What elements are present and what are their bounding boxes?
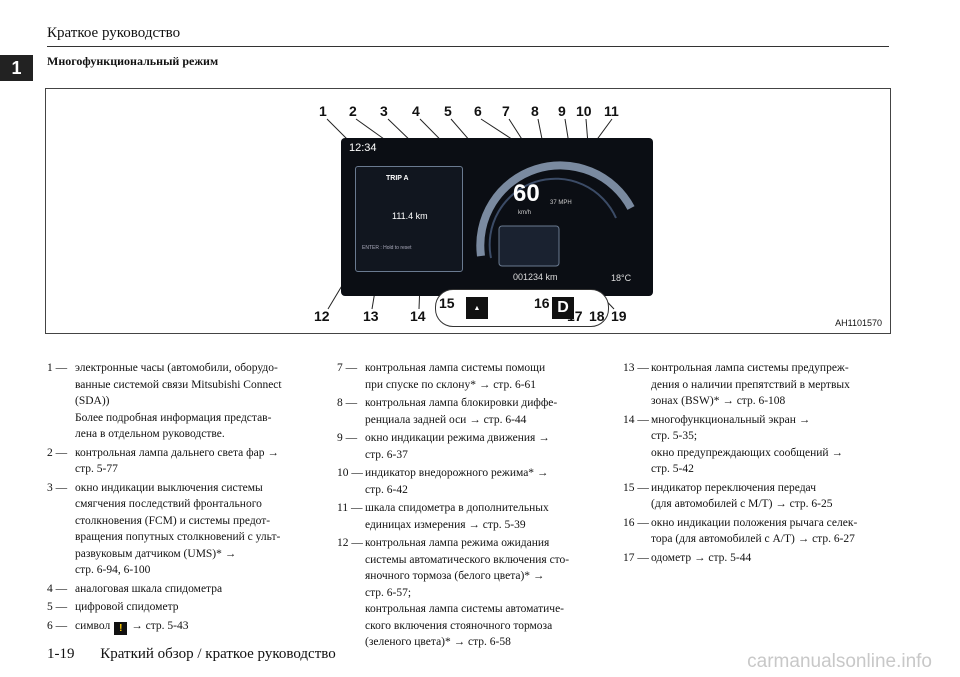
legend-entry-line: окно предупреждающих сообщений → [651, 446, 843, 459]
legend-entry-line: дения о наличии препятствий в мертвых [651, 378, 850, 391]
legend-entry-line: (зеленого цвета)* → стр. 6-58 [365, 636, 511, 648]
legend-entry-line: Более подробная информация представ- [75, 411, 272, 424]
watermark: carmanualsonline.info [747, 651, 932, 672]
page-footer [47, 646, 336, 663]
electronic-clock: 12:34 [349, 142, 377, 154]
callout-3: 3 [380, 103, 388, 119]
legend-entry-line: смягчения последствий фронтального [75, 498, 262, 510]
legend-entry-number: 8 — [337, 397, 358, 409]
legend-entry-line: (SDA)) [75, 395, 110, 407]
legend-entry-line: контрольная лампа системы предупреж- [651, 362, 849, 374]
legend-entry-line: окно индикации режима движения → [365, 432, 550, 444]
page-number: 1-19 [47, 646, 75, 662]
legend-entry-line: стр. 5-77 [75, 463, 118, 475]
legend-entry-line: электронные часы (автомобили, оборудо- [75, 362, 278, 374]
callout-5: 5 [444, 103, 452, 119]
figure-id: AH1101570 [835, 318, 882, 328]
legend-entry-line: контрольная лампа системы автоматиче- [365, 603, 565, 615]
legend-entry-number: 11 — [337, 502, 363, 514]
legend-entry-line: зонах (BSW)* → стр. 6-108 [651, 395, 786, 407]
legend-entry-number: 10 — [337, 467, 363, 479]
legend-entry [47, 360, 312, 443]
legend-entry [623, 550, 891, 567]
legend-entry [47, 445, 312, 478]
legend-entry-number: 2 — [47, 446, 68, 459]
legend-entry-number: 14 — [623, 413, 649, 426]
callout-10: 10 [576, 103, 592, 119]
legend-entry-line: символ [75, 619, 111, 632]
chapter-tab: 1 [0, 55, 33, 81]
callout-11: 11 [604, 103, 619, 119]
callout-4: 4 [412, 103, 420, 119]
legend-entry-number: 7 — [337, 362, 358, 374]
instrument-cluster [341, 138, 653, 296]
legend-entry-line: вращения попутных столкновений с ульт- [75, 531, 281, 543]
legend-entry-line: контрольная лампа режима ожидания [365, 537, 550, 549]
legend-entry-number: 3 — [47, 481, 68, 494]
legend-entry [337, 500, 601, 533]
shift-indicator-icon: ▲ [466, 297, 488, 319]
legend-entry [623, 515, 891, 548]
header-title: Краткое руководство [47, 25, 181, 41]
legend-entry [623, 412, 891, 478]
callout-13: 13 [363, 308, 379, 324]
legend-entry-line: индикатор переключения передач [651, 481, 816, 494]
callout-6: 6 [474, 103, 482, 119]
legend-entry-line: столкновения (FCM) и системы предот- [75, 514, 271, 527]
trip-label: TRIP A [386, 175, 409, 182]
legend-entry-line: стр. 6-57; [365, 586, 412, 599]
legend-entry-line: при спуске по склону* → стр. 6-61 [365, 378, 537, 391]
legend-entry-number: 9 — [337, 432, 358, 444]
legend-entry [47, 618, 312, 635]
legend-entry-line: яночного тормоза (белого цвета)* → [365, 570, 545, 582]
legend-entry-line: → стр. 5-43 [131, 619, 189, 632]
reset-hint: ENTER : Hold to reset [362, 245, 412, 251]
legend-entry-line: стр. 6-37 [365, 448, 408, 461]
legend-entry-line: одометр → стр. 5-44 [651, 551, 752, 564]
legend-entry-number: 17 — [623, 551, 649, 564]
legend-entry [623, 480, 891, 513]
callout-19: 19 [611, 308, 627, 324]
callout-18: 18 [589, 308, 605, 324]
legend-entry-number: 5 — [47, 601, 68, 613]
legend-entry-line: стр. 5-35; [651, 430, 698, 442]
legend-entry-line: (для автомобилей с М/Т) → стр. 6-25 [651, 498, 833, 510]
callout-17: 17 [567, 308, 583, 324]
legend-entry-line: единицах измерения → стр. 5-39 [365, 518, 526, 531]
legend-entry [47, 480, 312, 579]
legend-entry [47, 581, 312, 598]
odometer: 001234 km [513, 272, 558, 282]
legend-entry-line: контрольная лампа дальнего света фар → [75, 446, 279, 459]
speedometer-gauge [341, 138, 653, 296]
legend-entry-line: окно индикации положения рычага селек- [651, 516, 858, 529]
callout-9: 9 [558, 103, 566, 119]
gear-position: D [552, 297, 574, 319]
speed-unit: km/h [518, 210, 532, 216]
legend-entry [47, 599, 312, 616]
legend-entry [337, 465, 601, 498]
legend-entry-line: ренциала задней оси → стр. 6-44 [365, 413, 527, 426]
legend-entry-line: стр. 6-94, 6-100 [75, 564, 151, 576]
legend-entry-line: индикатор внедорожного режима* → [365, 467, 549, 479]
legend-entry-line: стр. 6-42 [365, 483, 408, 496]
legend-entry-number: 16 — [623, 516, 649, 529]
legend-entry-number: 12 — [337, 537, 363, 549]
legend-entry-number: 1 — [47, 362, 68, 374]
legend-entry [623, 360, 891, 410]
callout-12: 12 [314, 308, 330, 324]
outside-temperature: 18°C [611, 273, 632, 283]
legend-entry-line: стр. 5-42 [651, 463, 694, 475]
legend-entry-line: тора (для автомобилей с А/Т) → стр. 6-27 [651, 533, 855, 545]
digital-speedometer: 60 [513, 180, 540, 207]
legend-entry-number: 6 — [47, 619, 68, 632]
callout-8: 8 [531, 103, 539, 119]
legend-entry-line: контрольная лампа системы помощи [365, 362, 546, 374]
legend-entry [337, 360, 601, 393]
legend-entry-line: цифровой спидометр [75, 601, 179, 613]
legend-entry-line: ского включения стояночного тормоза [365, 619, 553, 632]
legend-entry-line: многофункциональный экран → [651, 413, 811, 426]
callout-1: 1 [319, 103, 327, 119]
callout-7: 7 [502, 103, 510, 119]
legend-entry-line: контрольная лампа блокировки диффе- [365, 397, 558, 409]
legend-column-1 [47, 360, 312, 637]
callout-14: 14 [410, 308, 426, 324]
legend-entry [337, 535, 601, 651]
legend-entry-line: системы автоматического включения сто- [365, 553, 570, 566]
warning-triangle-icon: ! [114, 622, 127, 635]
legend-entry-number: 4 — [47, 582, 68, 595]
legend-entry-line: шкала спидометра в дополнительных [365, 502, 549, 514]
legend-entry-line: развуковым датчиком (UMS)* → [75, 547, 237, 560]
header-rule [47, 46, 889, 47]
legend-column-2 [337, 360, 601, 653]
callout-16: 16 [534, 295, 550, 311]
instrument-cluster-figure [45, 88, 891, 334]
mph-readout: 37 MPH [550, 200, 572, 206]
callout-15: 15 [439, 295, 455, 311]
legend-entry-line: аналоговая шкала спидометра [75, 582, 223, 595]
footer-title: Краткий обзор / краткое руководство [100, 646, 336, 662]
callout-2: 2 [349, 103, 357, 119]
section-title: Многофункциональный режим [47, 54, 219, 68]
legend-entry-number: 13 — [623, 362, 649, 374]
legend-column-3 [623, 360, 891, 568]
legend-entry-number: 15 — [623, 481, 649, 494]
legend-entry [337, 395, 601, 428]
trip-distance: 111.4 km [392, 211, 428, 221]
legend-entry [337, 430, 601, 463]
legend-entry-line: лена в отдельном руководстве. [75, 428, 225, 440]
legend-entry-line: окно индикации выключения системы [75, 481, 263, 494]
legend-entry-line: ванные системой связи Mitsubishi Connect [75, 378, 282, 391]
